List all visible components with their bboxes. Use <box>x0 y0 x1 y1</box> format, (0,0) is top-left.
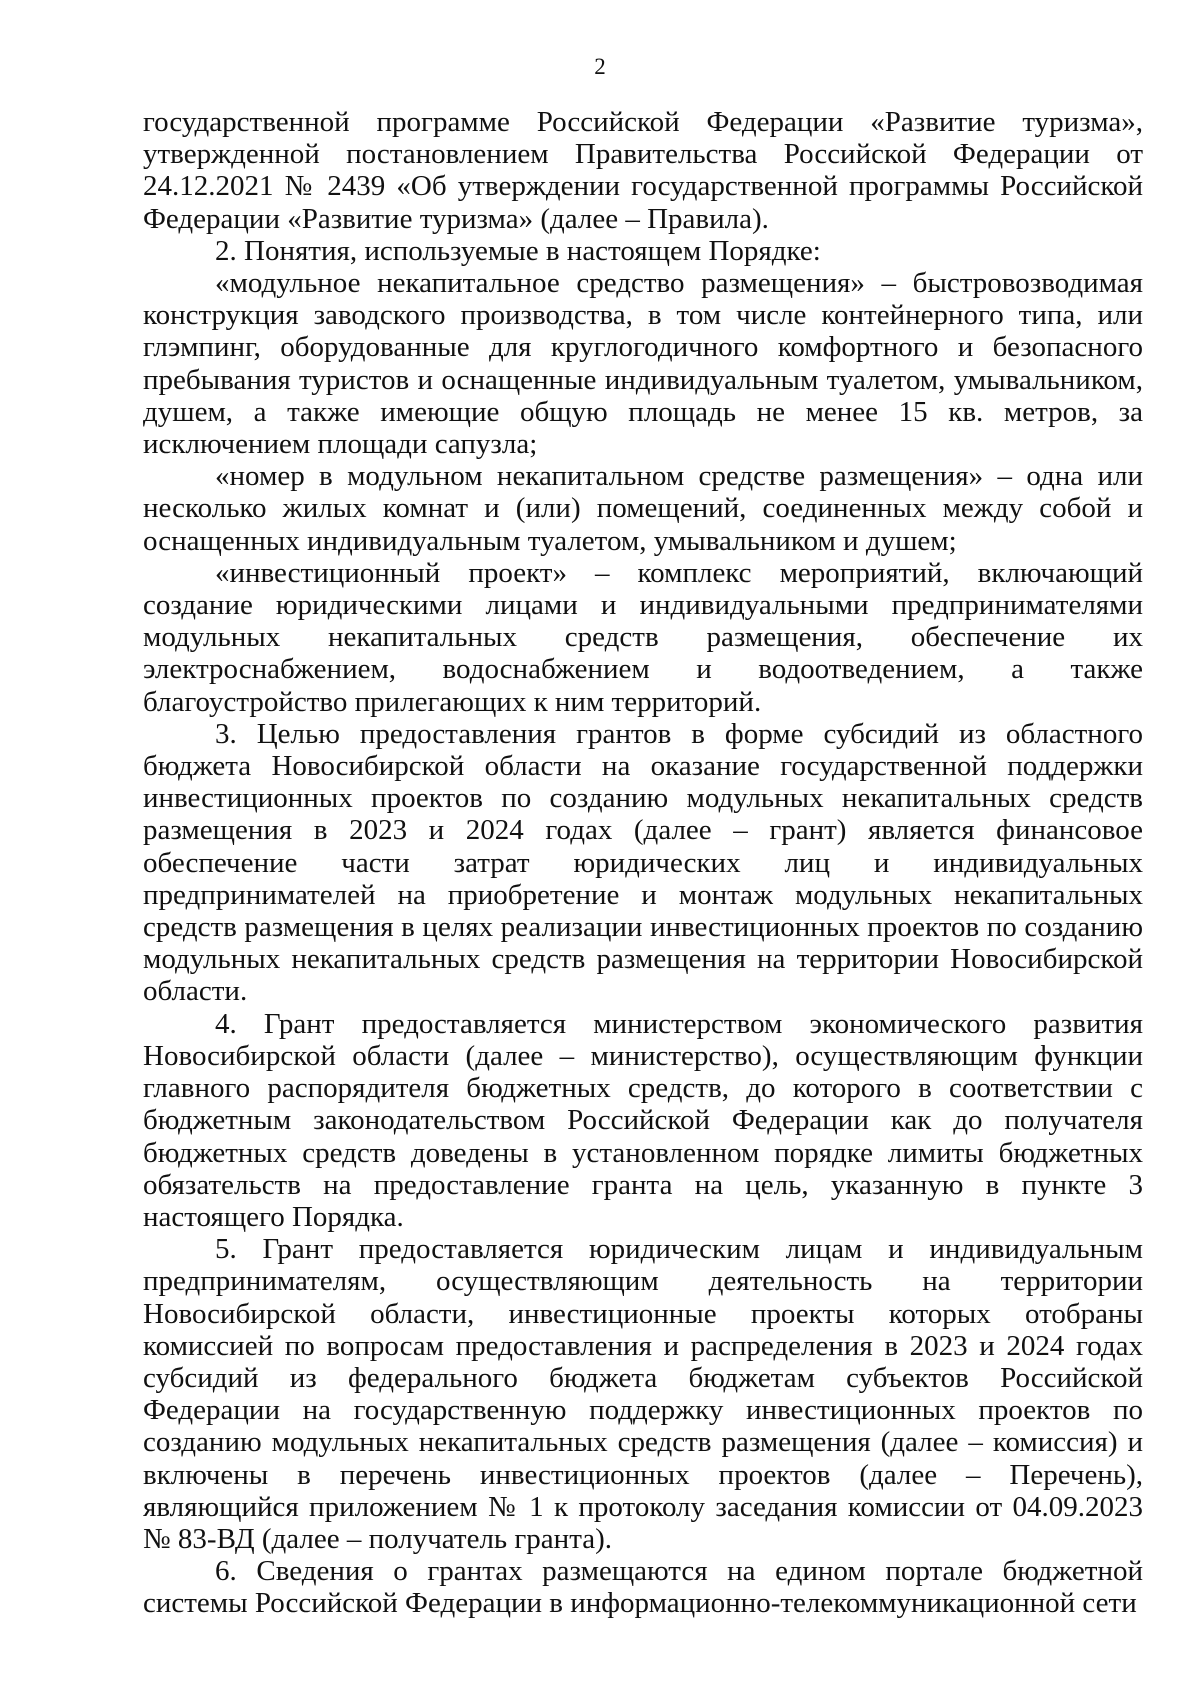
document-body <box>143 106 1143 1620</box>
paragraph-2-concepts: 2. Понятия, используемые в настоящем Порядке: <box>215 234 821 267</box>
paragraph-4-grant-provider: 4. Грант предоставляется министерством экономического развития Новосибирской области (далее – министерство), осуществляющим функции главного распорядителя бюджетных средств, до которого в соответствии с бюджетным законодательством Российской Федерации как до получателя бюджетных средств доведены в установленном порядке лимиты бюджетных обязательств на предоставление гранта на цель, указанную в пункте 3 настоящего Порядка. <box>143 1007 1143 1233</box>
paragraph-intro-continuation: государственной программе Российской Федерации «Развитие туризма», утвержденной постановлением Правительства Российской Федерации от 24.12.2021 № 2439 «Об утверждении государственной программы Российской Федерации «Развитие туризма» (далее – Правила). <box>143 106 1143 235</box>
paragraph-6-grant-info: 6. Сведения о грантах размещаются на едином портале бюджетной системы Российской Федерации в информационно-телекоммуникационной сети <box>143 1555 1143 1620</box>
paragraph-5-grant-recipients: 5. Грант предоставляется юридическим лицам и индивидуальным предпринимателям, осуществляющим деятельность на территории Новосибирской области, инвестиционные проекты которых отобраны комиссией по вопросам предоставления и распределения в 2023 и 2024 годах субсидий из федерального бюджета бюджетам субъектов Российской Федерации на государственную поддержку инвестиционных проектов по созданию модульных некапитальных средств размещения (далее – комиссия) и включены в перечень инвестиционных проектов (далее – Перечень), являющийся приложением № 1 к протоколу заседания комиссии от 04.09.2023 № 83-ВД (далее – получатель гранта). <box>143 1233 1143 1555</box>
paragraph-definition-investment-project: «инвестиционный проект» – комплекс мероприятий, включающий создание юридическими лицами и индивидуальными предпринимателями модульных некапитальных средств размещения, обеспечение их электроснабжением, водоснабжением и водоотведением, а также благоустройство прилегающих к ним территорий. <box>143 556 1143 718</box>
page-number: 2 <box>594 54 606 79</box>
paragraph-definition-room: «номер в модульном некапитальном средстве размещения» – одна или несколько жилых комнат и (или) помещений, соединенных между собой и оснащенных индивидуальным туалетом, умывальником и душем; <box>143 460 1143 557</box>
paragraph-3-purpose: 3. Целью предоставления грантов в форме субсидий из областного бюджета Новосибирской области на оказание государственной поддержки инвестиционных проектов по созданию модульных некапитальных средств размещения в 2023 и 2024 годах (далее – грант) является финансовое обеспечение части затрат юридических лиц и индивидуальных предпринимателей на приобретение и монтаж модульных некапитальных средств размещения в целях реализации инвестиционных проектов по созданию модульных некапитальных средств размещения на территории Новосибирской области. <box>143 717 1143 1008</box>
paragraph-definition-modular-facility: «модульное некапитальное средство размещения» – быстровозводимая конструкция заводского производства, в том числе контейнерного типа, или глэмпинг, оборудованные для круглогодичного комфортного и безопасного пребывания туристов и оснащенные индивидуальным туалетом, умывальником, душем, а также имеющие общую площадь не менее 15 кв. метров, за исключением площади сапузла; <box>143 267 1143 461</box>
